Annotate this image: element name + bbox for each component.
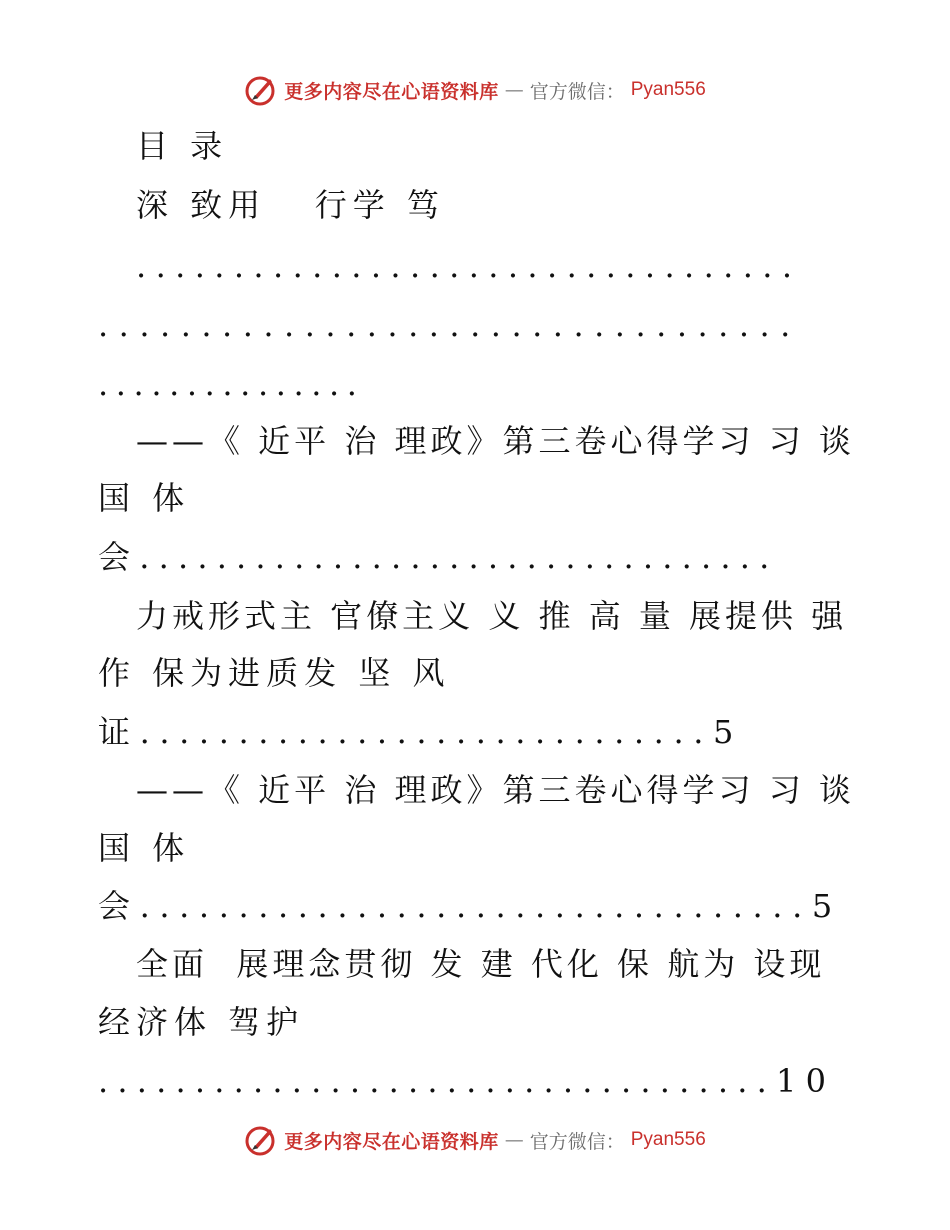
watermark-separator: — <box>504 1129 524 1151</box>
watermark-id: Pyan556 <box>630 79 706 100</box>
toc-heading: 目 录 <box>136 127 229 165</box>
toc-line: 国 体 <box>98 829 191 867</box>
toc-line: ——《 近平 治 理政》第三卷心得学习 习 谈 <box>136 422 855 460</box>
watermark-text: 更多内容尽在心语资料库 <box>284 80 499 103</box>
watermark-text: 更多内容尽在心语资料库 <box>284 1130 499 1153</box>
toc-leader: .................................. <box>98 306 801 344</box>
toc-leader: ............... <box>98 365 365 403</box>
watermark-header <box>0 70 950 110</box>
quill-logo-icon <box>244 1123 278 1157</box>
toc-entry: 会..................................5 <box>98 887 842 925</box>
watermark-separator: — <box>504 79 524 101</box>
toc-entry: 会................................. <box>98 538 779 576</box>
quill-logo-icon <box>244 73 278 107</box>
toc-line: 全面 展理念贯彻 发 建 代化 保 航为 设现 <box>136 945 826 983</box>
toc-line: 力戒形式主 官僚主义 义 推 高 量 展提供 强 <box>136 597 848 635</box>
toc-leader: .................................. <box>136 247 802 285</box>
toc-line: 深 致用 行学 笃 <box>136 186 445 224</box>
toc-line: 国 体 <box>98 479 191 517</box>
watermark-suffix: 官方微信： <box>529 1130 625 1153</box>
watermark-id: Pyan556 <box>630 1129 706 1150</box>
toc-entry: 证.............................5 <box>98 713 743 751</box>
toc-line: 经济体 驾护 <box>98 1003 305 1041</box>
toc-line: ——《 近平 治 理政》第三卷心得学习 习 谈 <box>136 771 855 809</box>
watermark-footer <box>0 1120 950 1160</box>
toc-line: 作 保为进质发 坚 风 <box>98 654 451 692</box>
watermark-suffix: 官方微信： <box>529 80 625 103</box>
toc-entry: ...................................10 <box>98 1062 836 1100</box>
